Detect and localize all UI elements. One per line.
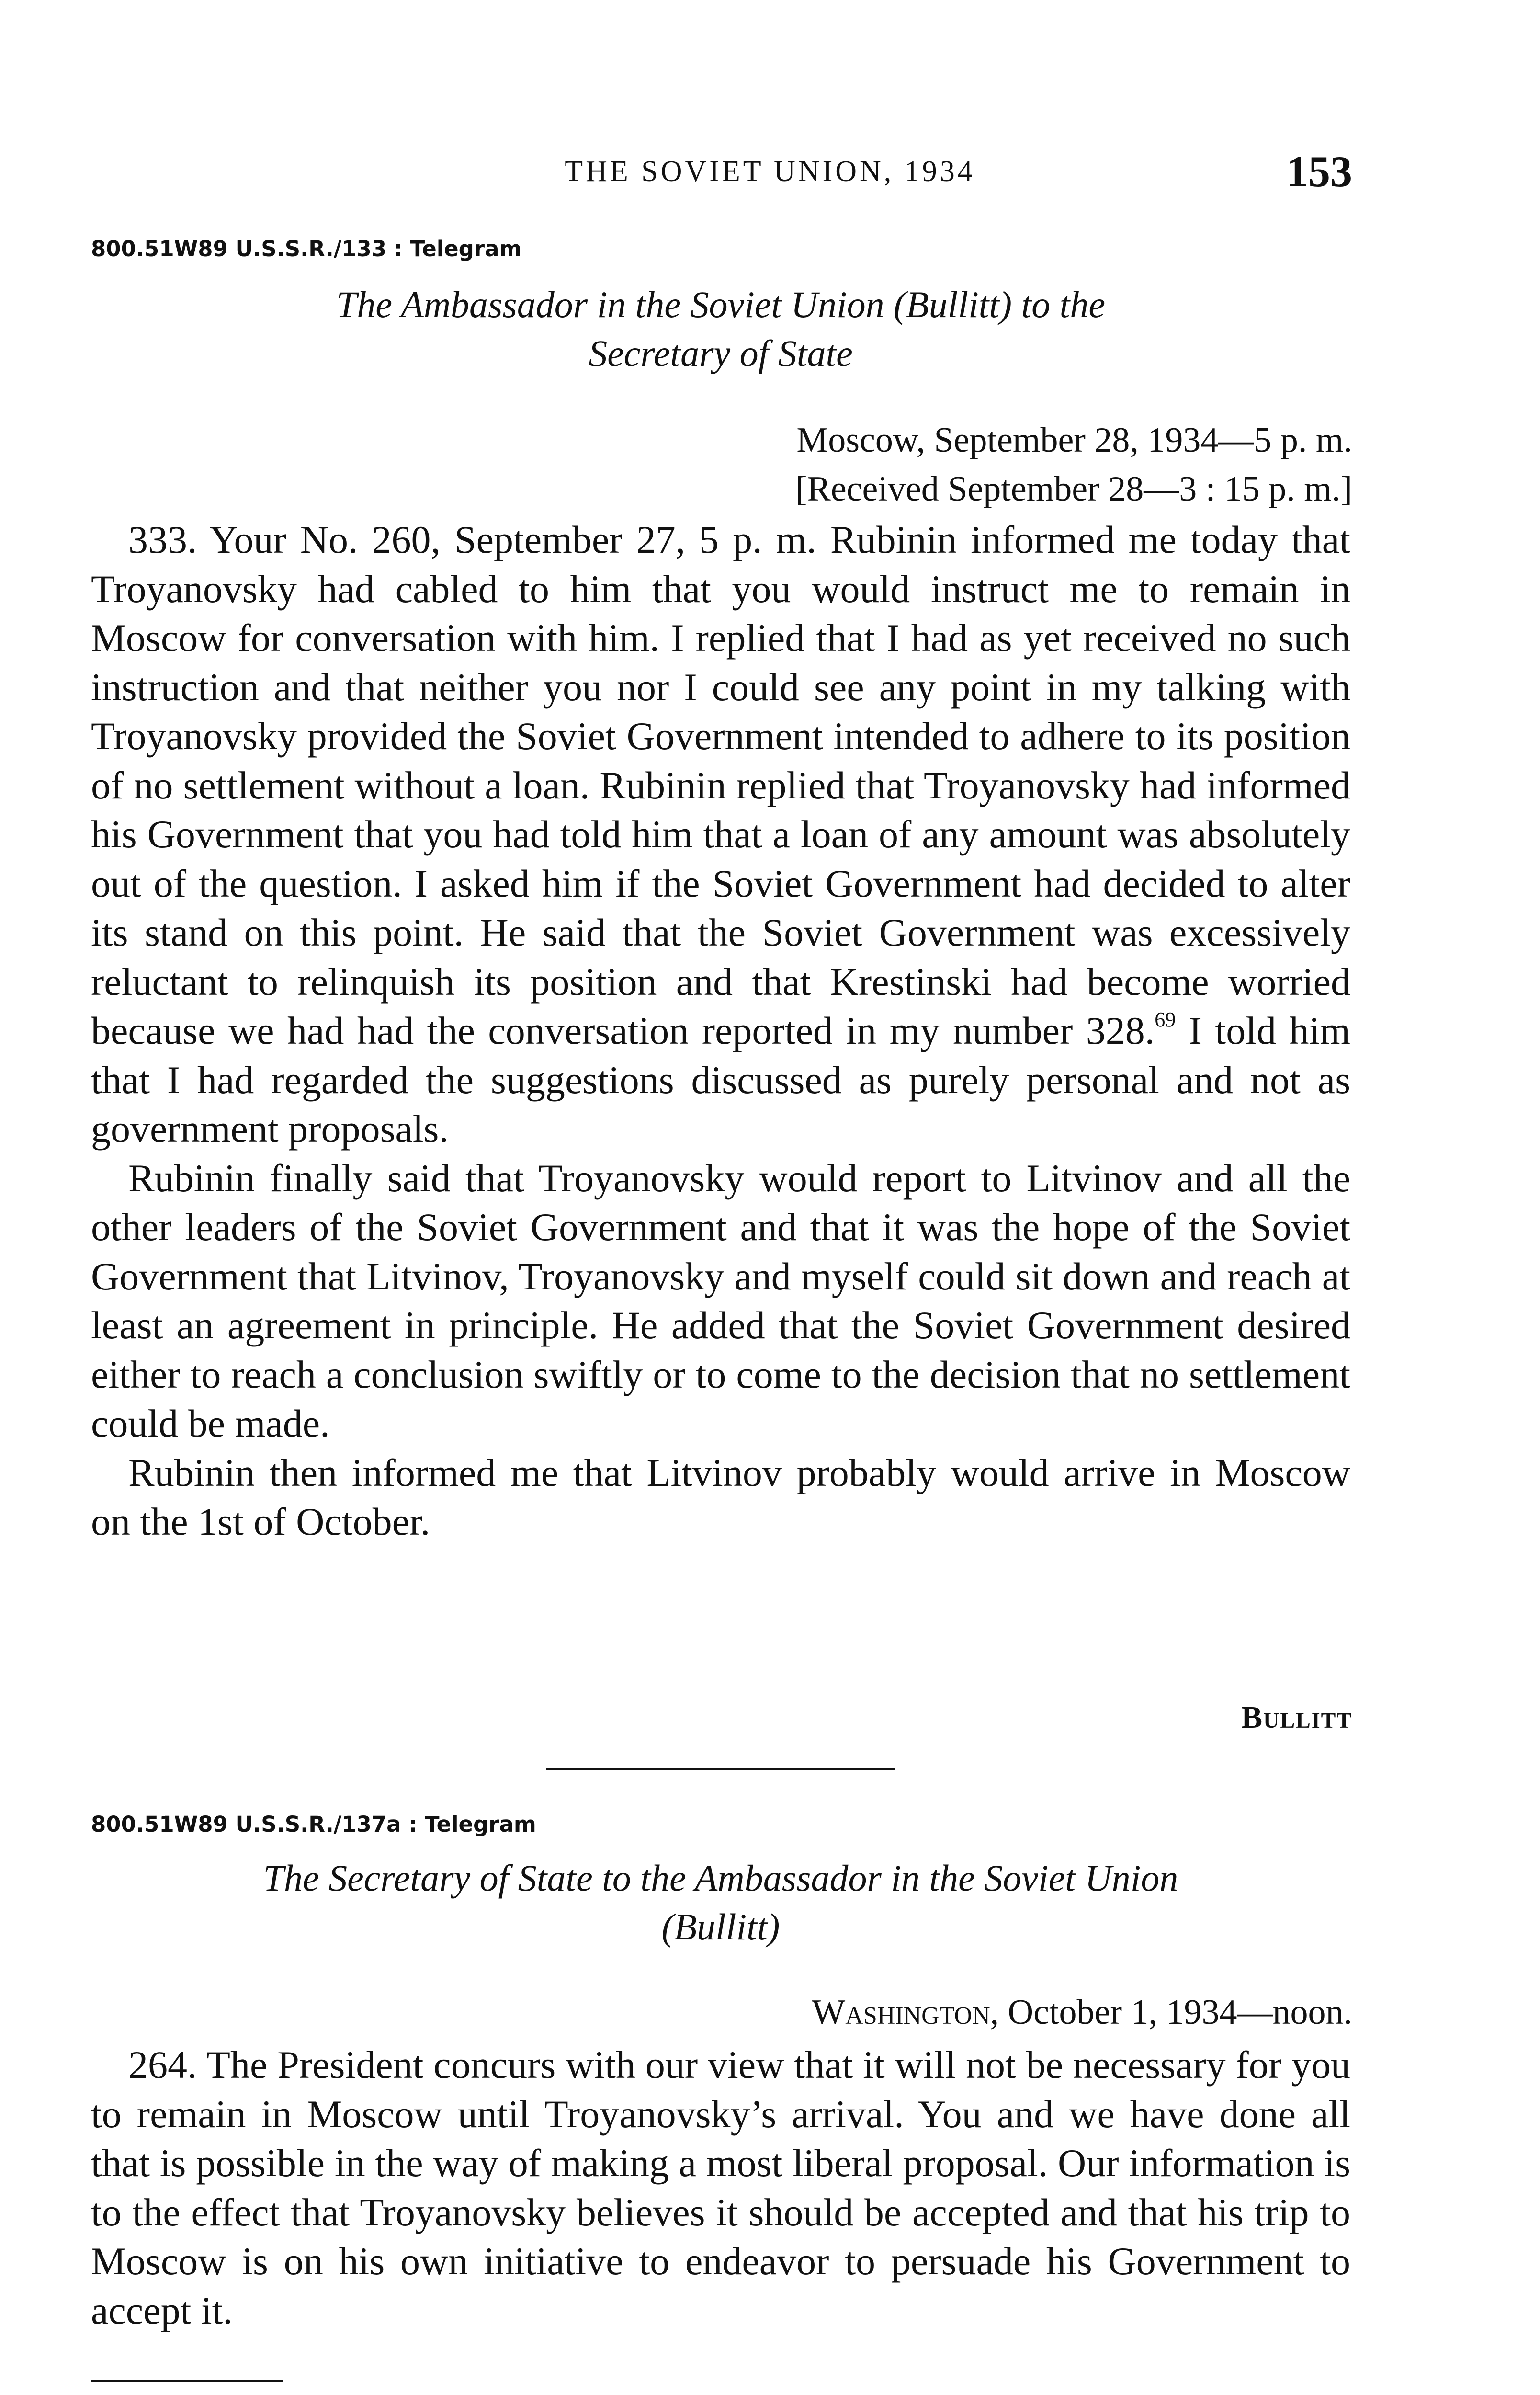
document-title-2 [91,1854,1350,1951]
dateline-2 [812,1988,1352,2037]
dateline-1-sent: Moscow, September 28, 1934—5 p. m. [796,421,1352,460]
signature-bullitt: Bullitt [1241,1700,1352,1735]
paragraph-2: Rubinin finally said that Troyanovsky would report to Litvinov and all the other leaders of the Soviet Government and that it was the hope of the Soviet Government that Litvinov, Troyanovsky and myself could sit down and reach at least an agreement in principle. He added that the Soviet Government desired either to reach a conclusion swiftly or to come to the decision that no settlement could be made. [91,1156,1350,1445]
running-header [0,146,1540,204]
running-title: THE SOVIET UNION, 1934 [565,155,975,188]
dateline-1-received: [Received September 28—3 : 15 p. m.] [795,469,1352,509]
section-divider [546,1768,895,1770]
telegram-body-2 [91,2041,1350,2335]
document-title-2-line1: The Secretary of State to the Ambassador in the Soviet Union [263,1857,1178,1899]
dateline-1 [795,416,1352,513]
paragraph-1-text: 333. Your No. 260, September 27, 5 p. m. Rubinin informed me today that Troyanovsky had cabled to him that you would instruct me to remain in Moscow for conversation with him. I replied that I had as yet received no such instruction and that neither you nor I could see any point in my talking with Troyanovsky provided the Soviet Government intended to adhere to its position of no settlement without a loan. Rubinin replied that Troyanovsky had informed his Government that you had told him that a loan of any amount was absolutely out of the question. I asked him if the Soviet Government had decided to alter its stand on this point. He said that the Soviet Government was excessively reluctant to relinquish its position and that Krestinski had become worried because we had had the conversation reported in my number 328. [91,518,1350,1052]
footnote-rule [91,2380,283,2382]
file-reference-1: 800.51W89 U.S.S.R./133 : Telegram [91,236,522,262]
paragraph-1-end: I told him that I had regarded the suggestions discussed as purely personal and not as government proposals. [91,1009,1351,1151]
dateline-2-date: , October 1, 1934—noon. [990,1993,1352,2032]
document-title-1-line1: The Ambassador in the Soviet Union (Bullitt) to the [336,284,1106,325]
footnote-ref-69: 69 [1155,1008,1176,1031]
dateline-2-place: Washington [812,1993,990,2032]
paragraph-4: 264. The President concurs with our view that it will not be necessary for you to remain in Moscow until Troyanovsky’s arrival. You and we have done all that is possible in the way of making a most liberal proposal. Our information is to the effect that Troyanovsky believes it should be accepted and that his trip to Moscow is on his own initiative to endeavor to persuade his Government to accept it. [91,2043,1350,2332]
document-title-1-line2: Secretary of State [589,332,853,374]
paragraph-3: Rubinin then informed me that Litvinov probably would arrive in Moscow on the 1st of October. [91,1450,1350,1543]
document-title-2-line2: (Bullitt) [661,1906,780,1948]
page-number: 153 [1286,147,1352,196]
paragraph-1 [91,515,1350,1154]
document-title-1 [91,280,1350,378]
telegram-body-1 [91,515,1350,1547]
file-reference-2: 800.51W89 U.S.S.R./137a : Telegram [91,1812,536,1837]
